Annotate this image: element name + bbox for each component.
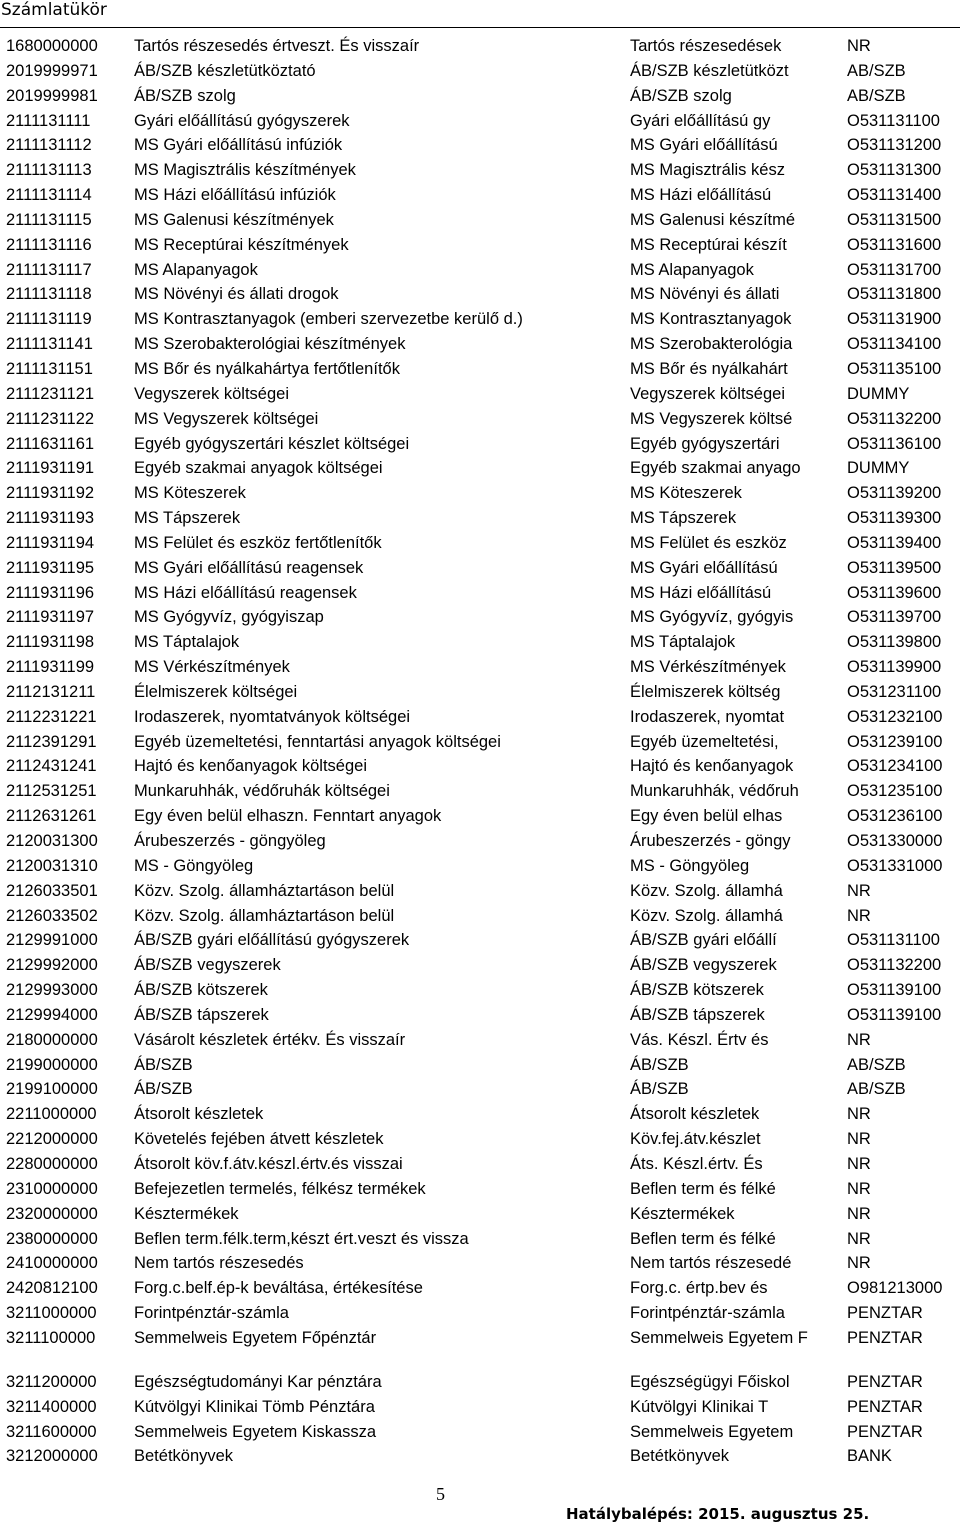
- code-cell: PENZTAR: [847, 1422, 923, 1441]
- code-cell: O531139100: [847, 981, 942, 1000]
- account-number-cell: 3211200000: [6, 1372, 97, 1391]
- code-cell: PENZTAR: [847, 1328, 923, 1347]
- code-cell: NR: [847, 37, 871, 55]
- table-row: [0, 258, 960, 283]
- short-name-cell: MS Bőr és nyálkahárt: [630, 359, 788, 378]
- code-cell: O531136100: [847, 434, 942, 453]
- table-row: [0, 1053, 960, 1078]
- short-name-cell: MS - Göngyöleg: [630, 856, 750, 875]
- account-number-cell: 2111131151: [6, 359, 93, 378]
- code-cell: DUMMY: [847, 384, 910, 403]
- table-row: [0, 754, 960, 779]
- page-header-title: Számlatükör: [1, 0, 107, 20]
- account-number-cell: 2410000000: [6, 1254, 98, 1273]
- account-number-cell: 2120031310: [6, 856, 98, 875]
- code-cell: O531132200: [847, 409, 942, 428]
- table-row: [0, 1177, 960, 1202]
- account-number-cell: 2129993000: [6, 981, 98, 1000]
- short-name-cell: ÁB/SZB: [630, 1055, 689, 1074]
- account-number-cell: 2111131113: [6, 161, 92, 180]
- code-cell: O531131800: [847, 285, 942, 304]
- short-name-cell: MS Vérkészítmények: [630, 658, 786, 677]
- account-name-cell: MS Tápszerek: [134, 509, 241, 528]
- account-number-cell: 2019999971: [6, 61, 98, 80]
- account-number-cell: 3211400000: [6, 1397, 97, 1416]
- account-number-cell: 2111231121: [6, 384, 95, 403]
- account-number-cell: 3211100000: [6, 1328, 96, 1347]
- code-cell: NR: [847, 881, 871, 900]
- account-name-cell: Befejezetlen termelés, félkész termékek: [134, 1179, 426, 1198]
- code-cell: PENZTAR: [847, 1397, 923, 1416]
- table-row: [0, 581, 960, 606]
- table-row: [0, 680, 960, 705]
- short-name-cell: MS Gyógyvíz, gyógyis: [630, 608, 794, 627]
- table-row: [0, 382, 960, 407]
- code-cell: O531131400: [847, 186, 942, 205]
- table-row: [0, 1077, 960, 1102]
- account-name-cell: MS Gyári előállítású reagensek: [134, 558, 364, 577]
- account-name-cell: Élelmiszerek költségei: [134, 682, 298, 701]
- table-row: [0, 854, 960, 879]
- account-number-cell: 2111131118: [6, 285, 92, 304]
- account-name-cell: ÁB/SZB gyári előállítású gyógyszerek: [134, 931, 410, 950]
- account-name-cell: Közv. Szolg. államháztartáson belül: [134, 881, 395, 900]
- account-number-cell: 2199000000: [6, 1055, 98, 1074]
- table-row: [0, 307, 960, 332]
- table-row: [0, 779, 960, 804]
- short-name-cell: Egyéb üzemeltetési,: [630, 732, 779, 751]
- table-row: [0, 1202, 960, 1227]
- table-row: [0, 233, 960, 258]
- short-name-cell: Átsorolt készletek: [630, 1105, 760, 1124]
- short-name-cell: ÁB/SZB vegyszerek: [630, 956, 777, 975]
- account-number-cell: 2019999981: [6, 86, 98, 105]
- account-name-cell: MS Kontrasztanyagok (emberi szervezetbe kerülő d.): [134, 310, 523, 329]
- account-number-cell: 2111131119: [6, 310, 92, 329]
- short-name-cell: Nem tartós részesedé: [630, 1254, 792, 1273]
- code-cell: O531236100: [847, 807, 943, 826]
- account-name-cell: Gyári előállítású gyógyszerek: [134, 111, 350, 130]
- page-number: 5: [436, 1484, 445, 1504]
- short-name-cell: Áts. Készl.értv. És: [630, 1154, 763, 1173]
- table-row: [0, 630, 960, 655]
- account-number-cell: 2112631261: [6, 807, 97, 826]
- table-row: [0, 1301, 960, 1326]
- short-name-cell: Semmelweis Egyetem F: [630, 1328, 808, 1347]
- code-cell: AB/SZB: [847, 1080, 906, 1099]
- account-number-cell: 2111131117: [6, 260, 92, 279]
- account-name-cell: Egy éven belül elhaszn. Fenntart anyagok: [134, 807, 442, 826]
- account-number-cell: 1680000000: [6, 37, 98, 55]
- short-name-cell: Vás. Készl. Értv és: [630, 1030, 769, 1049]
- table-row: [0, 456, 960, 481]
- account-number-cell: 2111131141: [6, 335, 93, 354]
- account-name-cell: MS Gyári előállítású infúziók: [134, 136, 343, 155]
- table-row: [0, 84, 960, 109]
- table-row: [0, 1152, 960, 1177]
- table-row: [0, 978, 960, 1003]
- code-cell: O531232100: [847, 707, 943, 726]
- table-row: [0, 904, 960, 929]
- short-name-cell: Hajtó és kenőanyagok: [630, 757, 794, 776]
- code-cell: BANK: [847, 1447, 892, 1466]
- short-name-cell: Késztermékek: [630, 1204, 735, 1223]
- table-row: [0, 1028, 960, 1053]
- account-number-cell: 2129992000: [6, 956, 98, 975]
- account-name-cell: Forg.c.belf.ép-k beváltása, értékesítése: [134, 1279, 423, 1298]
- account-number-cell: 2112531251: [6, 782, 97, 801]
- table-row: [0, 432, 960, 457]
- code-cell: O531330000: [847, 832, 943, 850]
- account-name-cell: MS Vegyszerek költségei: [134, 409, 319, 428]
- short-name-cell: Kútvölgyi Klinikai T: [630, 1397, 769, 1416]
- code-cell: AB/SZB: [847, 86, 906, 105]
- code-cell: NR: [847, 1130, 871, 1149]
- short-name-cell: MS Növényi és állati: [630, 285, 780, 304]
- account-name-cell: ÁB/SZB: [134, 1080, 193, 1099]
- short-name-cell: MS Gyári előállítású: [630, 136, 778, 155]
- short-name-cell: Beflen term és félké: [630, 1179, 776, 1198]
- code-cell: NR: [847, 906, 871, 925]
- account-name-cell: Egészségtudományi Kar pénztára: [134, 1372, 382, 1391]
- account-number-cell: 2120031300: [6, 832, 98, 850]
- account-number-cell: 3211600000: [6, 1422, 97, 1441]
- short-name-cell: MS Házi előállítású: [630, 186, 772, 205]
- table-row: [0, 730, 960, 755]
- short-name-cell: Közv. Szolg. államhá: [630, 881, 783, 900]
- code-cell: PENZTAR: [847, 1372, 923, 1391]
- table-row: [0, 829, 960, 854]
- short-name-cell: MS Táptalajok: [630, 633, 736, 652]
- account-name-cell: MS - Göngyöleg: [134, 856, 254, 875]
- code-cell: O531139700: [847, 608, 942, 627]
- account-name-cell: MS Köteszerek: [134, 484, 246, 503]
- short-name-cell: Irodaszerek, nyomtat: [630, 707, 785, 726]
- short-name-cell: MS Köteszerek: [630, 484, 742, 503]
- account-name-cell: Nem tartós részesedés: [134, 1254, 304, 1273]
- account-name-cell: Forintpénztár-számla: [134, 1304, 289, 1323]
- code-cell: O531139300: [847, 509, 942, 528]
- table-row: [0, 1003, 960, 1028]
- account-name-cell: Beflen term.félk.term,készt ért.veszt és vissza: [134, 1229, 469, 1248]
- short-name-cell: ÁB/SZB gyári előállí: [630, 931, 777, 950]
- account-name-cell: ÁB/SZB tápszerek: [134, 1005, 269, 1024]
- code-cell: AB/SZB: [847, 61, 906, 80]
- account-name-cell: Követelés fejében átvett készletek: [134, 1130, 384, 1149]
- short-name-cell: ÁB/SZB: [630, 1080, 689, 1099]
- short-name-cell: Tartós részesedések: [630, 37, 782, 55]
- short-name-cell: Élelmiszerek költség: [630, 682, 781, 701]
- account-name-cell: MS Gyógyvíz, gyógyiszap: [134, 608, 324, 627]
- short-name-cell: ÁB/SZB szolg: [630, 86, 732, 105]
- account-name-cell: MS Szerobakterológiai készítmények: [134, 335, 406, 354]
- table-row: [0, 282, 960, 307]
- code-cell: O531139400: [847, 533, 942, 552]
- short-name-cell: Közv. Szolg. államhá: [630, 906, 783, 925]
- effective-date: Hatálybalépés: 2015. augusztus 25.: [566, 1505, 870, 1523]
- code-cell: NR: [847, 1179, 871, 1198]
- short-name-cell: Gyári előállítású gy: [630, 111, 771, 130]
- code-cell: NR: [847, 1105, 871, 1124]
- code-cell: O531331000: [847, 856, 943, 875]
- account-name-cell: Késztermékek: [134, 1204, 239, 1223]
- account-name-cell: Egyéb üzemeltetési, fenntartási anyagok költségei: [134, 732, 501, 751]
- short-name-cell: ÁB/SZB kötszerek: [630, 981, 764, 1000]
- short-name-cell: MS Kontrasztanyagok: [630, 310, 792, 329]
- table-row: [0, 133, 960, 158]
- account-number-cell: 3211000000: [6, 1304, 97, 1323]
- code-cell: O531235100: [847, 782, 943, 801]
- account-chart-table: [0, 34, 960, 1469]
- account-name-cell: Munkaruhhák, védőruhák költségei: [134, 782, 390, 801]
- table-row: [0, 1251, 960, 1276]
- code-cell: O531131100: [847, 111, 940, 130]
- short-name-cell: MS Tápszerek: [630, 509, 737, 528]
- account-number-cell: 2112431241: [6, 757, 97, 776]
- code-cell: PENZTAR: [847, 1304, 923, 1323]
- account-number-cell: 2112391291: [6, 732, 97, 751]
- code-cell: AB/SZB: [847, 1055, 906, 1074]
- account-number-cell: 2111931198: [6, 633, 95, 652]
- code-cell: NR: [847, 1229, 871, 1248]
- short-name-cell: MS Szerobakterológia: [630, 335, 793, 354]
- short-name-cell: ÁB/SZB készletütközt: [630, 61, 789, 80]
- short-name-cell: Egyéb gyógyszertári: [630, 434, 780, 453]
- short-name-cell: Forintpénztár-számla: [630, 1304, 785, 1323]
- account-name-cell: Semmelweis Egyetem Főpénztár: [134, 1328, 377, 1347]
- code-cell: O531132200: [847, 956, 942, 975]
- short-name-cell: MS Házi előállítású: [630, 583, 772, 602]
- table-row: [0, 879, 960, 904]
- account-number-cell: 2111931191: [6, 459, 95, 478]
- account-name-cell: Semmelweis Egyetem Kiskassza: [134, 1422, 377, 1441]
- table-row: [0, 1420, 960, 1445]
- short-name-cell: MS Galenusi készítmé: [630, 210, 796, 229]
- short-name-cell: Munkaruhhák, védőruh: [630, 782, 799, 801]
- account-name-cell: Egyéb szakmai anyagok költségei: [134, 459, 383, 478]
- account-number-cell: 2111631161: [6, 434, 95, 453]
- table-row: [0, 1395, 960, 1420]
- header-divider: [0, 27, 960, 28]
- account-number-cell: 2111931194: [6, 533, 95, 552]
- short-name-cell: MS Vegyszerek költsé: [630, 409, 793, 428]
- account-number-cell: 2111931199: [6, 658, 95, 677]
- account-number-cell: 2126033502: [6, 906, 98, 925]
- table-row: [0, 1276, 960, 1301]
- table-row: [0, 357, 960, 382]
- account-name-cell: ÁB/SZB kötszerek: [134, 981, 268, 1000]
- account-number-cell: 2111231122: [6, 409, 95, 428]
- code-cell: NR: [847, 1030, 871, 1049]
- table-row: [0, 953, 960, 978]
- account-name-cell: MS Házi előállítású reagensek: [134, 583, 357, 602]
- table-row: [0, 183, 960, 208]
- account-name-cell: Közv. Szolg. államháztartáson belül: [134, 906, 395, 925]
- table-row: [0, 407, 960, 432]
- account-name-cell: MS Receptúrai készítmények: [134, 235, 349, 254]
- code-cell: O531131500: [847, 210, 942, 229]
- account-number-cell: 2111131114: [6, 186, 92, 205]
- table-row: [0, 705, 960, 730]
- short-name-cell: MS Alapanyagok: [630, 260, 754, 279]
- short-name-cell: MS Magisztrális kész: [630, 161, 785, 180]
- short-name-cell: Forg.c. értp.bev és: [630, 1279, 768, 1298]
- account-name-cell: ÁB/SZB vegyszerek: [134, 956, 281, 975]
- account-number-cell: 2111931192: [6, 484, 95, 503]
- account-name-cell: Átsorolt köv.f.átv.készl.értv.és visszai: [134, 1154, 403, 1173]
- table-row: [0, 59, 960, 84]
- code-cell: O981213000: [847, 1279, 943, 1298]
- table-row: [0, 332, 960, 357]
- account-name-cell: MS Házi előállítású infúziók: [134, 186, 336, 205]
- account-number-cell: 3212000000: [6, 1447, 98, 1466]
- account-number-cell: 2212000000: [6, 1130, 98, 1149]
- account-number-cell: 2129994000: [6, 1005, 98, 1024]
- code-cell: NR: [847, 1254, 871, 1273]
- code-cell: DUMMY: [847, 459, 910, 478]
- account-name-cell: MS Vérkészítmények: [134, 658, 290, 677]
- account-name-cell: Árubeszerzés - göngyöleg: [134, 832, 326, 850]
- account-number-cell: 2111931195: [6, 558, 95, 577]
- table-row: [0, 208, 960, 233]
- account-name-cell: ÁB/SZB szolg: [134, 86, 236, 105]
- code-cell: O531131100: [847, 931, 940, 950]
- code-cell: O531131900: [847, 310, 942, 329]
- code-cell: O531131600: [847, 235, 942, 254]
- account-number-cell: 2111931193: [6, 509, 95, 528]
- account-number-cell: 2280000000: [6, 1154, 98, 1173]
- code-cell: O531139900: [847, 658, 942, 677]
- table-row: [0, 531, 960, 556]
- short-name-cell: ÁB/SZB tápszerek: [630, 1005, 765, 1024]
- account-name-cell: MS Galenusi készítmények: [134, 210, 334, 229]
- table-row: [0, 804, 960, 829]
- account-name-cell: Átsorolt készletek: [134, 1105, 264, 1124]
- code-cell: NR: [847, 1154, 871, 1173]
- account-name-cell: MS Növényi és állati drogok: [134, 285, 339, 304]
- table-row: [0, 556, 960, 581]
- account-number-cell: 2420812100: [6, 1279, 98, 1298]
- account-name-cell: Vegyszerek költségei: [134, 384, 290, 403]
- code-cell: O531134100: [847, 335, 942, 354]
- short-name-cell: Árubeszerzés - göngy: [630, 832, 791, 850]
- table-row: [0, 655, 960, 680]
- code-cell: O531135100: [847, 359, 942, 378]
- code-cell: O531139100: [847, 1005, 942, 1024]
- code-cell: O531231100: [847, 682, 942, 701]
- account-name-cell: MS Bőr és nyálkahártya fertőtlenítők: [134, 359, 400, 378]
- account-name-cell: Hajtó és kenőanyagok költségei: [134, 757, 367, 776]
- code-cell: O531234100: [847, 757, 943, 776]
- short-name-cell: MS Felület és eszköz: [630, 533, 787, 552]
- account-name-cell: Betétkönyvek: [134, 1447, 234, 1466]
- short-name-cell: MS Gyári előállítású: [630, 558, 778, 577]
- code-cell: O531139500: [847, 558, 942, 577]
- code-cell: O531139600: [847, 583, 942, 602]
- short-name-cell: Betétkönyvek: [630, 1447, 730, 1466]
- table-row: [0, 158, 960, 183]
- account-number-cell: 2126033501: [6, 881, 98, 900]
- account-name-cell: MS Táptalajok: [134, 633, 240, 652]
- short-name-cell: Egészségügyi Főiskol: [630, 1372, 790, 1391]
- table-row: [0, 928, 960, 953]
- code-cell: O531139800: [847, 633, 942, 652]
- account-number-cell: 2111131112: [6, 136, 92, 155]
- table-row: [0, 1127, 960, 1152]
- account-name-cell: ÁB/SZB készletütköztató: [134, 61, 316, 80]
- account-number-cell: 2112231221: [6, 707, 97, 726]
- table-row: [0, 109, 960, 134]
- account-number-cell: 2211000000: [6, 1105, 97, 1124]
- account-number-cell: 2111931196: [6, 583, 95, 602]
- short-name-cell: Vegyszerek költségei: [630, 384, 786, 403]
- short-name-cell: Köv.fej.átv.készlet: [630, 1130, 761, 1149]
- code-cell: O531139200: [847, 484, 942, 503]
- account-number-cell: 2111131116: [6, 235, 92, 254]
- short-name-cell: Beflen term és félké: [630, 1229, 776, 1248]
- code-cell: O531131300: [847, 161, 942, 180]
- table-row: [0, 1102, 960, 1127]
- account-name-cell: Egyéb gyógyszertári készlet költségei: [134, 434, 410, 453]
- table-row: [0, 506, 960, 531]
- account-number-cell: 2180000000: [6, 1030, 98, 1049]
- table-row: [0, 1227, 960, 1252]
- account-name-cell: Vásárolt készletek értékv. És visszaír: [134, 1030, 406, 1049]
- table-row: [0, 1444, 960, 1469]
- account-name-cell: MS Alapanyagok: [134, 260, 258, 279]
- table-row: [0, 34, 960, 59]
- account-number-cell: 2111131115: [6, 210, 92, 229]
- account-name-cell: ÁB/SZB: [134, 1055, 193, 1074]
- table-row: [0, 481, 960, 506]
- table-row: [0, 1370, 960, 1395]
- account-name-cell: MS Felület és eszköz fertőtlenítők: [134, 533, 382, 552]
- account-number-cell: 2320000000: [6, 1204, 98, 1223]
- account-number-cell: 2111931197: [6, 608, 95, 627]
- account-name-cell: Tartós részesedés értveszt. És visszaír: [134, 37, 420, 55]
- account-name-cell: Irodaszerek, nyomtatványok költségei: [134, 707, 411, 726]
- account-name-cell: Kútvölgyi Klinikai Tömb Pénztára: [134, 1397, 375, 1416]
- table-row: [0, 1326, 960, 1370]
- short-name-cell: Semmelweis Egyetem: [630, 1422, 794, 1441]
- account-number-cell: 2111131111: [6, 111, 91, 130]
- account-name-cell: MS Magisztrális készítmények: [134, 161, 356, 180]
- code-cell: O531131200: [847, 136, 942, 155]
- code-cell: O531131700: [847, 260, 942, 279]
- account-number-cell: 2199100000: [6, 1080, 98, 1099]
- account-number-cell: 2310000000: [6, 1179, 98, 1198]
- table-row: [0, 605, 960, 630]
- account-number-cell: 2112131211: [6, 682, 96, 701]
- short-name-cell: Egyéb szakmai anyago: [630, 459, 801, 478]
- code-cell: O531239100: [847, 732, 943, 751]
- short-name-cell: MS Receptúrai készít: [630, 235, 787, 254]
- account-number-cell: 2380000000: [6, 1229, 98, 1248]
- short-name-cell: Egy éven belül elhas: [630, 807, 783, 826]
- account-number-cell: 2129991000: [6, 931, 98, 950]
- code-cell: NR: [847, 1204, 871, 1223]
